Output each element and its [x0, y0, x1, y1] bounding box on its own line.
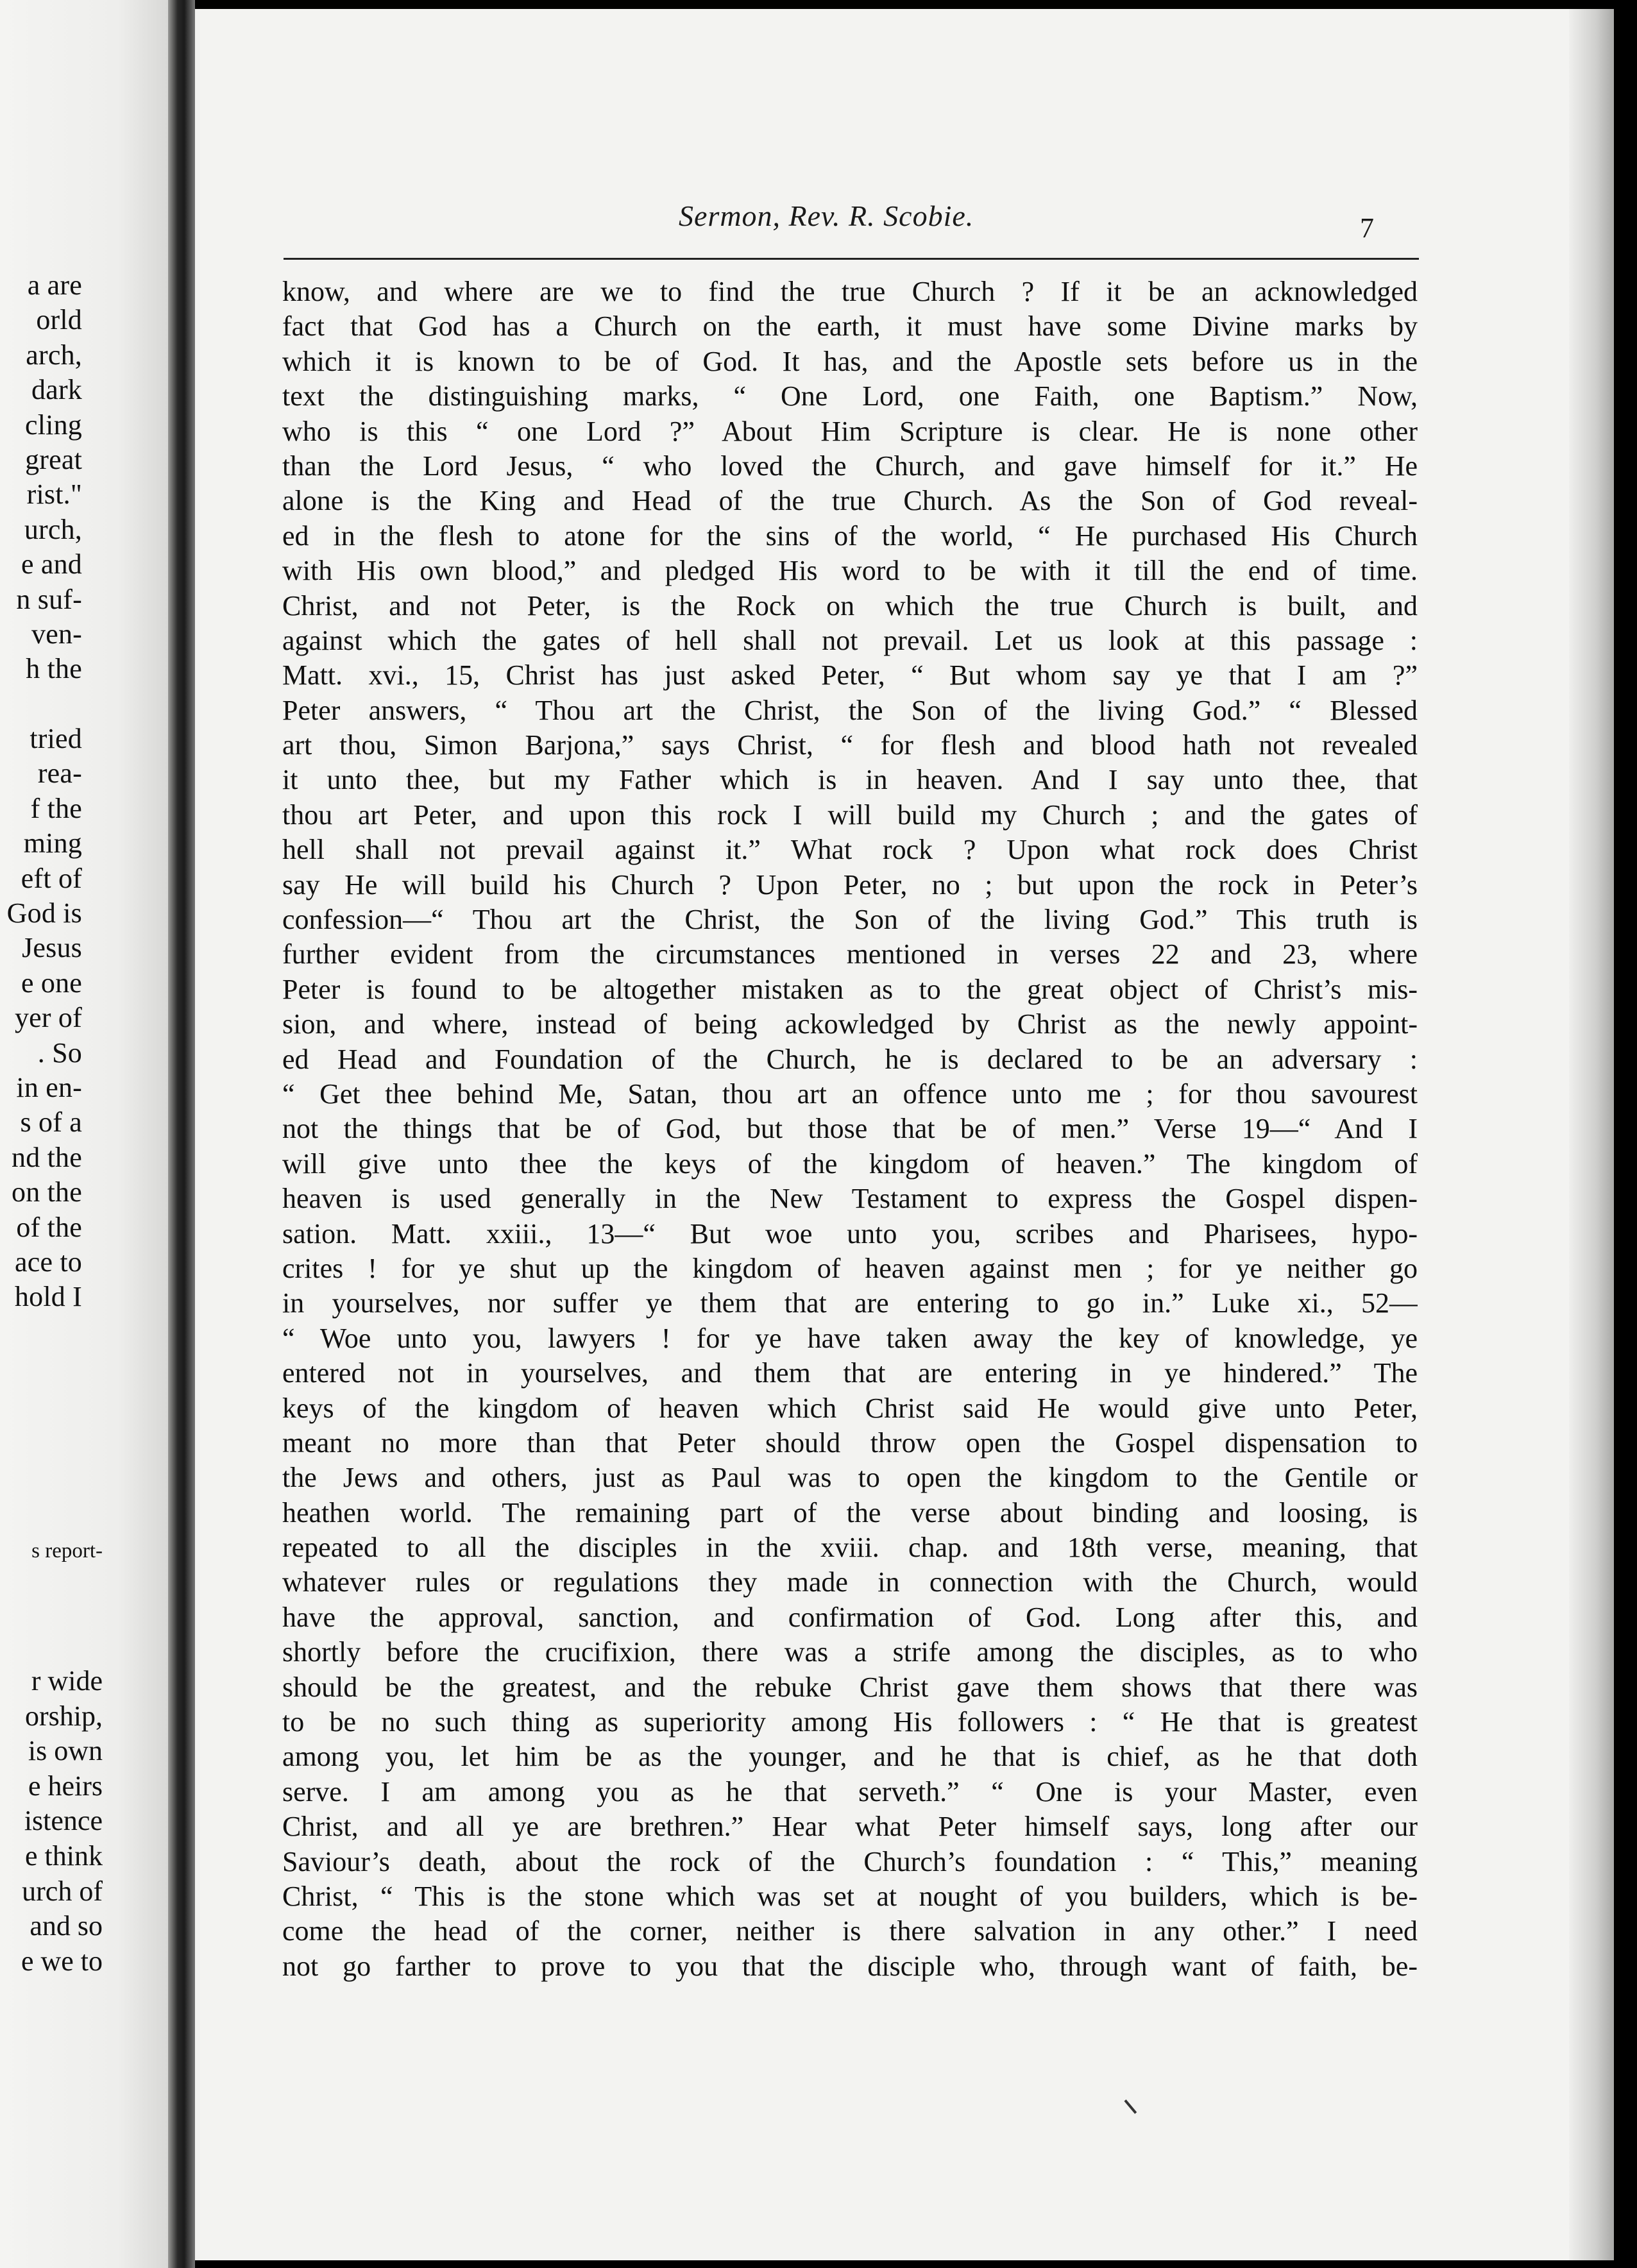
previous-page-line: ming [23, 827, 82, 859]
previous-page-line: rist." [26, 478, 82, 511]
previous-page-text [0, 268, 167, 1315]
text-line: serve. I am among you as he that serveth.” “ One is your Master, even [282, 1775, 1418, 1807]
previous-page-line: dark [31, 374, 82, 406]
previous-page-line: of the [16, 1211, 82, 1243]
previous-page-line: ven- [31, 618, 82, 650]
text-line: art thou, Simon Barjona,” says Christ, “ for flesh and blood hath not revealed [282, 729, 1418, 761]
previous-page-line: e heirs [28, 1770, 103, 1802]
header-rule [284, 258, 1419, 260]
text-line: Saviour’s death, about the rock of the Church’s foundation : “ This,” meaning [282, 1845, 1418, 1877]
previous-page-line: great [25, 443, 82, 475]
book-binding-gutter [168, 0, 195, 2268]
previous-page-line: is own [28, 1735, 103, 1767]
page-edge-shadow [1569, 9, 1614, 2260]
sermon-body-text [282, 275, 1418, 1984]
running-head: Sermon, Rev. R. Scobie. [679, 199, 974, 232]
text-line: should be the greatest, and the rebuke Christ gave them shows that there was [282, 1671, 1418, 1703]
stray-mark [1117, 2099, 1137, 2119]
text-line: ed in the flesh to atone for the sins of the world, “ He purchased His Church [282, 520, 1418, 552]
text-line: fact that God has a Church on the earth, it must have some Divine marks by [282, 310, 1418, 343]
previous-page-line: yer of [14, 1002, 82, 1034]
page-number: 7 [1360, 212, 1374, 244]
previous-page-line: arch, [26, 339, 82, 371]
text-line: alone is the King and Head of the true Church. As the Son of God reveal- [282, 485, 1418, 517]
previous-page-line: God is [6, 897, 82, 929]
text-line: sation. Matt. xxiii., 13—“ But woe unto you, scribes and Pharisees, hypo- [282, 1217, 1418, 1249]
text-line: repeated to all the disciples in the xviii. chap. and 18th verse, meaning, that [282, 1532, 1418, 1564]
text-line: say He will build his Church ? Upon Peter, no ; but upon the rock in Peter’s [282, 868, 1418, 901]
text-line: “ Woe unto you, lawyers ! for ye have taken away the key of knowledge, ye [282, 1322, 1418, 1354]
book-page [195, 9, 1614, 2260]
text-line: whatever rules or regulations they made in connection with the Church, would [282, 1566, 1418, 1598]
previous-page-text-lower [0, 1664, 103, 1979]
text-line: thou art Peter, and upon this rock I will build my Church ; and the gates of [282, 799, 1418, 831]
text-line: ed Head and Foundation of the Church, he is declared to be an adversary : [282, 1043, 1418, 1075]
text-line: in yourselves, nor suffer ye them that are entering to go in.” Luke xi., 52— [282, 1287, 1418, 1319]
text-line: heathen world. The remaining part of the verse about binding and loosing, is [282, 1496, 1418, 1528]
previous-page-line: tried [30, 723, 82, 755]
text-line: entered not in yourselves, and them that are entering in ye hindered.” The [282, 1357, 1418, 1389]
previous-page-line: s of a [20, 1106, 82, 1138]
previous-page-line: hold I [14, 1281, 82, 1313]
previous-page-line: e we to [21, 1945, 103, 1977]
previous-page-line: e and [21, 548, 82, 580]
text-line: heaven is used generally in the New Testament to express the Gospel dispen- [282, 1183, 1418, 1215]
text-line: with His own blood,” and pledged His word to be with it till the end of time. [282, 555, 1418, 587]
text-line: hell shall not prevail against it.” What rock ? Upon what rock does Christ [282, 834, 1418, 866]
text-line: Christ, “ This is the stone which was set at nought of you builders, which is be- [282, 1880, 1418, 1912]
previous-page-line: nd the [12, 1141, 82, 1173]
text-line: will give unto thee the keys of the kingdom of heaven.” The kingdom of [282, 1147, 1418, 1180]
text-line: against which the gates of hell shall not prevail. Let us look at this passage : [282, 624, 1418, 656]
text-line: further evident from the circumstances mentioned in verses 22 and 23, where [282, 938, 1418, 970]
text-line: know, and where are we to find the true Church ? If it be an acknowledged [282, 276, 1418, 307]
previous-page-line: h the [26, 653, 82, 685]
previous-page-line: orship, [25, 1700, 103, 1732]
previous-page-line: urch of [22, 1875, 103, 1907]
previous-page-line: urch, [24, 513, 82, 545]
text-line: meant no more than that Peter should throw open the Gospel dispensation to [282, 1426, 1418, 1459]
text-line: confession—“ Thou art the Christ, the Son of the living God.” This truth is [282, 904, 1418, 936]
previous-page-line: n suf- [16, 583, 82, 615]
text-line: sion, and where, instead of being ackowledged by Christ as the newly appoint- [282, 1008, 1418, 1040]
text-line: which it is known to be of God. It has, and the Apostle sets before us in the [282, 345, 1418, 377]
previous-page-line: a are [27, 269, 82, 301]
text-line: to be no such thing as superiority among His followers : “ He that is greatest [282, 1706, 1418, 1738]
previous-page-line: f the [30, 792, 82, 824]
previous-page-line [0, 687, 167, 722]
text-line: Peter answers, “ Thou art the Christ, the Son of the living God.” “ Blessed [282, 694, 1418, 726]
text-line: who is this “ one Lord ?” About Him Scripture is clear. He is none other [282, 415, 1418, 447]
previous-page-line: e one [21, 967, 82, 999]
text-line: Christ, and all ye are brethren.” Hear what Peter himself says, long after our [282, 1811, 1418, 1843]
text-line: Christ, and not Peter, is the Rock on which the true Church is built, and [282, 589, 1418, 622]
previous-page-line: on the [12, 1176, 82, 1208]
text-line: have the approval, sanction, and confirmation of God. Long after this, and [282, 1601, 1418, 1633]
text-line: than the Lord Jesus, “ who loved the Church, and gave himself for it.” He [282, 450, 1418, 482]
text-line: “ Get thee behind Me, Satan, thou art an offence unto me ; for thou savourest [282, 1078, 1418, 1110]
text-line: come the head of the corner, neither is there salvation in any other.” I need [282, 1915, 1418, 1947]
text-line: text the distinguishing marks, “ One Lord, one Faith, one Baptism.” Now, [282, 380, 1418, 412]
text-line: shortly before the crucifixion, there was a strife among the disciples, as to who [282, 1636, 1418, 1668]
previous-page-line: orld [36, 304, 82, 336]
text-line: not go farther to prove to you that the disciple who, through want of faith, be- [282, 1950, 1418, 1982]
previous-page-fragment [0, 0, 168, 2268]
text-line: it unto thee, but my Father which is in heaven. And I say unto thee, that [282, 764, 1418, 796]
previous-page-line: ace to [14, 1246, 82, 1278]
text-line: the Jews and others, just as Paul was to open the kingdom to the Gentile or [282, 1462, 1418, 1494]
text-line: Peter is found to be altogether mistaken as to the great object of Christ’s mis- [282, 973, 1418, 1005]
previous-page-line: rea- [37, 757, 82, 790]
text-line: not the things that be of God, but those that be of men.” Verse 19—“ And I [282, 1113, 1418, 1145]
text-line: Matt. xvi., 15, Christ has just asked Peter, “ But whom say ye that I am ?” [282, 659, 1418, 691]
text-line: keys of the kingdom of heaven which Christ said He would give unto Peter, [282, 1392, 1418, 1424]
previous-page-line: and so [30, 1910, 103, 1942]
previous-page-line: in en- [16, 1071, 82, 1103]
previous-page-report-fragment: s report- [31, 1539, 103, 1562]
text-line: crites ! for ye shut up the kingdom of heaven against men ; for ye neither go [282, 1252, 1418, 1284]
previous-page-line: eft of [21, 862, 82, 894]
text-line: among you, let him be as the younger, and he that is chief, as he that doth [282, 1741, 1418, 1773]
previous-page-line: cling [25, 409, 82, 441]
previous-page-line: e think [25, 1840, 103, 1872]
previous-page-line: istence [24, 1805, 103, 1837]
previous-page-line: Jesus [22, 932, 82, 964]
previous-page-line: . So [37, 1037, 82, 1069]
previous-page-line: r wide [31, 1665, 103, 1697]
